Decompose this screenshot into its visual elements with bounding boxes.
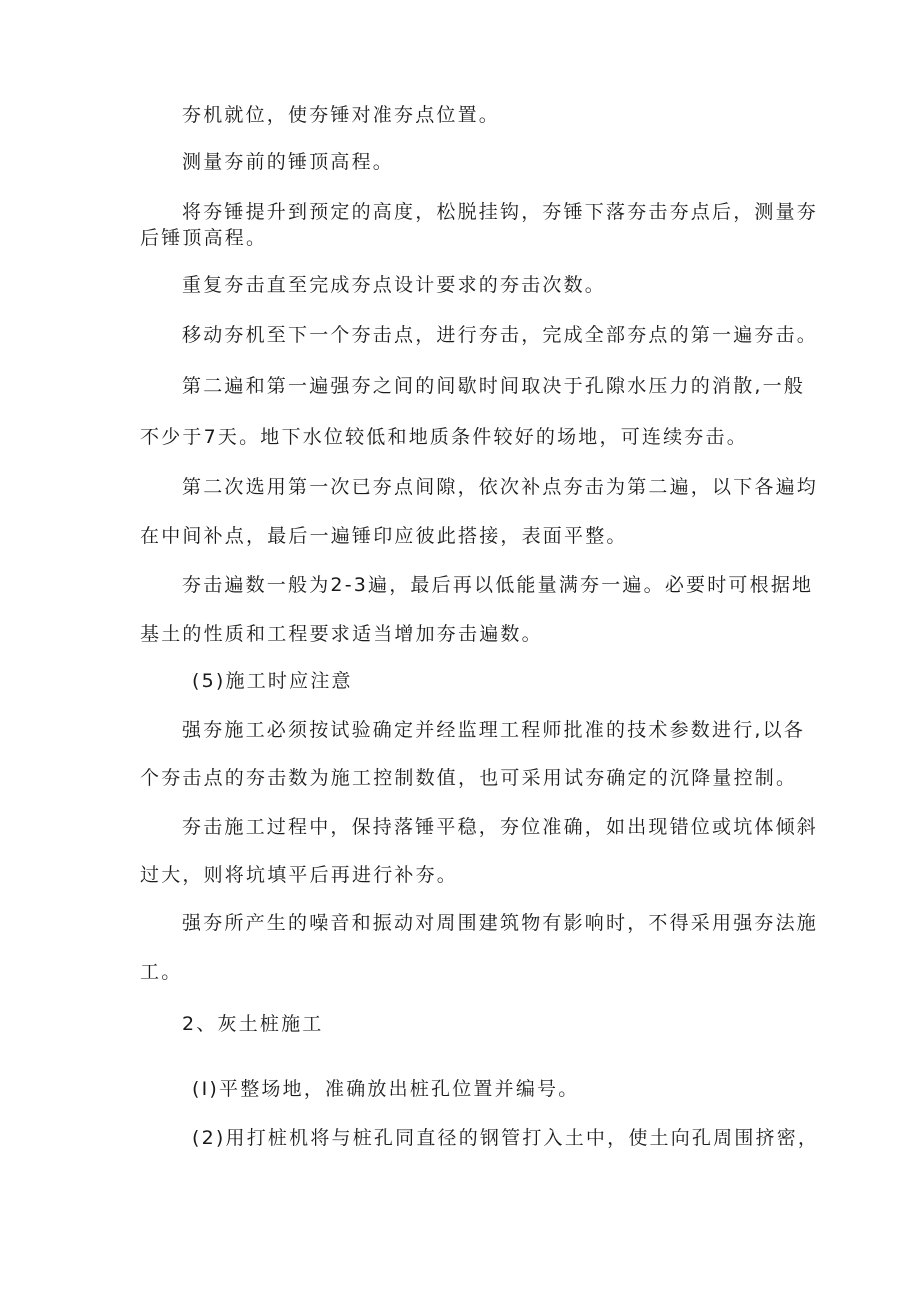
paragraph-line: 强夯所产生的噪音和振动对周围建筑物有影响时，不得采用强夯法施	[182, 912, 819, 934]
paragraph-line: 过大，则将坑填平后再进行补夯。	[140, 864, 459, 886]
paragraph-line: 个夯击点的夯击数为施工控制数值，也可采用试夯确定的沉降量控制。	[140, 767, 798, 789]
paragraph-line: 夯机就位，使夯锤对准夯点位置。	[182, 104, 501, 126]
paragraph-line: 工。	[140, 961, 183, 983]
paragraph-line: 测量夯前的锤顶高程。	[182, 151, 395, 173]
paragraph-line: 将夯锤提升到预定的高度，松脱挂钩，夯锤下落夯击夯点后，测量夯	[182, 201, 819, 223]
paragraph-line: 第二次选用第一次已夯点间隙，依次补点夯击为第二遍，以下各遍均	[182, 476, 819, 498]
paragraph-line: 夯击遍数一般为2-3遍，最后再以低能量满夯一遍。必要时可根据地	[182, 574, 814, 596]
paragraph-line: 后锤顶高程。	[140, 227, 268, 249]
paragraph-line: 第二遍和第一遍强夯之间的间歇时间取决于孔隙水压力的消散,一般	[182, 375, 806, 397]
paragraph-line: 不少于7天。地下水位较低和地质条件较好的场地，可连续夯击。	[140, 426, 748, 448]
section-heading: 2、灰土桩施工	[182, 1013, 324, 1035]
paragraph-line: 重复夯击直至完成夯点设计要求的夯击次数。	[182, 274, 607, 296]
paragraph-line: (2)用打桩机将与桩孔同直径的钢管打入土中，使土向孔周围挤密，	[192, 1127, 820, 1149]
paragraph-line: 移动夯机至下一个夯击点，进行夯击，完成全部夯点的第一遍夯击。	[182, 324, 819, 346]
paragraph-line: (I)平整场地，准确放出桩孔位置并编号。	[192, 1078, 580, 1100]
paragraph-line: 基土的性质和工程要求适当增加夯击遍数。	[140, 623, 543, 645]
paragraph-line: 夯击施工过程中，保持落锤平稳，夯位准确，如出现错位或坑体倾斜	[182, 816, 819, 838]
section-heading: (5)施工时应注意	[192, 670, 353, 692]
paragraph-line: 在中间补点，最后一遍锤印应彼此搭接，表面平整。	[140, 525, 628, 547]
paragraph-line: 强夯施工必须按试验确定并经监理工程师批准的技术参数进行,以各	[182, 719, 806, 741]
